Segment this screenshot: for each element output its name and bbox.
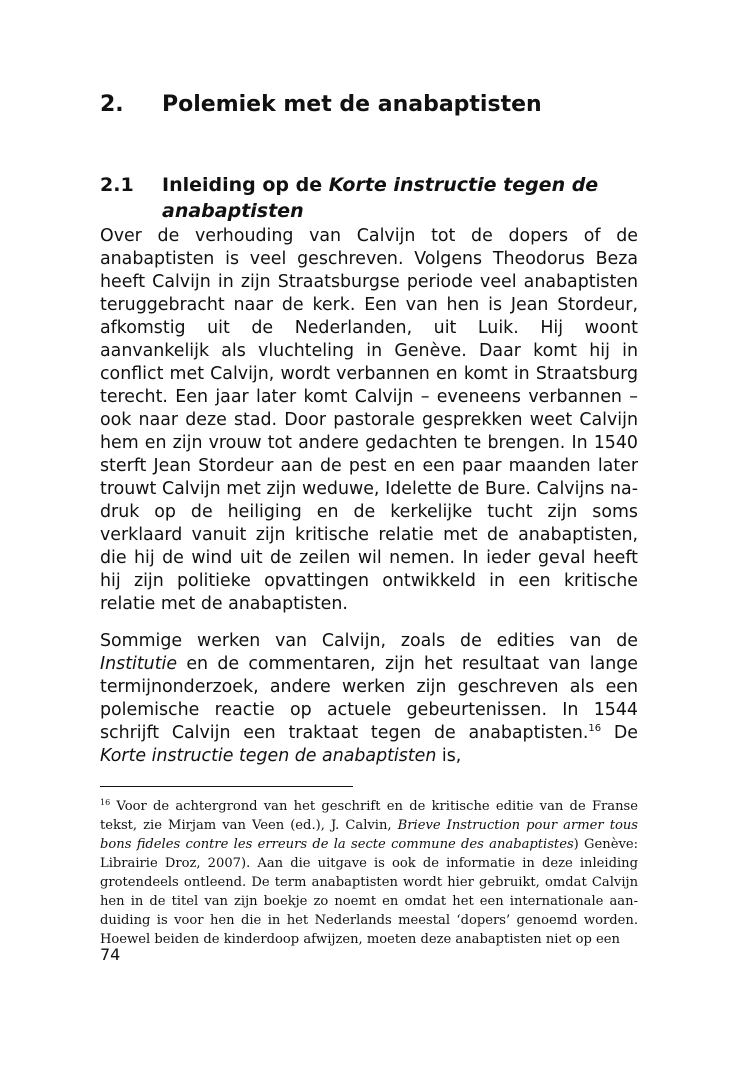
footnote-divider (100, 786, 353, 787)
footnote-part1: Voor de achtergrond van het geschrift en de kritische editie van de Franse tekst, zie Mirjam van Veen (ed.), J. Calvin, (100, 799, 638, 833)
paragraph-2-italic2: Korte instructie tegen de anabaptisten (100, 746, 437, 766)
page-number: 74 (100, 945, 121, 964)
paragraph-2-part2: en de commentaren, zijn het resultaat van lange termijnonderzoek, andere werken zijn geschreven als een polemische reactie op actuele gebeurtenissen. In 1544 schrijft Calvijn een traktaat tegen de anabaptisten. (100, 654, 638, 743)
footnote-reference-16[interactable]: 16 (588, 723, 602, 734)
section-title-prefix: Inleiding op de (162, 174, 329, 196)
section-heading (100, 172, 638, 224)
paragraph-2 (100, 630, 638, 768)
chapter-number: 2. (100, 92, 124, 117)
section-number: 2.1 (100, 174, 134, 196)
paragraph-2-part3: De (601, 723, 638, 743)
paragraph-1 (100, 225, 638, 616)
paragraph-2-part1: Sommige werken van Calvijn, zoals de edities van de (100, 631, 638, 651)
footnote-part2: ) Genève: Librairie Droz, 2007). Aan die uitgave is ook de informatie in deze inleiding grotendeels ontleend. De term anabaptisten wordt hier gebruikt, omdat Calvijn hen in de titel van zijn boekje zo noemt en omdat het een internationale aanduiding is voor hen die in het Nederlands meestal ‘dopers’ genoemd worden. Hoewel beiden de kinderdoop afwijzen, moeten deze anabaptisten niet op een (100, 837, 639, 947)
footnote-italic1: Brieve Instruction pour armer tous bons fideles contre les erreurs de la secte commune des anabaptistes (100, 818, 638, 852)
footnote-mark: 16 (100, 798, 111, 807)
chapter-title: Polemiek met de anabaptisten (162, 92, 542, 117)
footnote-16 (100, 797, 638, 949)
paragraph-2-italic1: Institutie (100, 654, 178, 674)
section-title-italic: Korte instructie tegen de anabaptisten (162, 174, 599, 222)
paragraph-1-text: Over de verhouding van Calvijn tot de dopers of de anabaptisten is veel geschreven. Volgens Theodorus Beza heeft Calvijn in zijn Straatsburgse periode veel anabaptisten teruggebracht naar de kerk. Een van hen is Jean Stordeur, afkomstig uit de Nederlanden, uit Luik. Hij woont aanvankelijk als vluchteling in Genève. Daar komt hij in conflict met Calvijn, wordt verbannen en komt in Straatsburg terecht. Een jaar later komt Calvijn – eveneens verbannen – ook naar deze stad. Door pastorale gesprekken weet Calvijn hem en zijn vrouw tot andere gedachten te brengen. In 1540 sterft Jean Stordeur aan de pest en een paar maanden later trouwt Calvijn met zijn weduwe, Idelette de Bure. Calvijns nadruk op de heiliging en de kerkelijke tucht zijn soms verklaard vanuit zijn kritische relatie met de anabaptisten, die hij de wind uit de zeilen wil nemen. In ieder geval heeft hij zijn politieke opvattingen ontwikkeld in een kritische relatie met de anabaptisten. (100, 226, 638, 614)
paragraph-2-part4: is, (436, 746, 462, 766)
paragraph-2-text (100, 630, 638, 768)
section-title (162, 172, 638, 224)
chapter-heading (100, 92, 638, 117)
